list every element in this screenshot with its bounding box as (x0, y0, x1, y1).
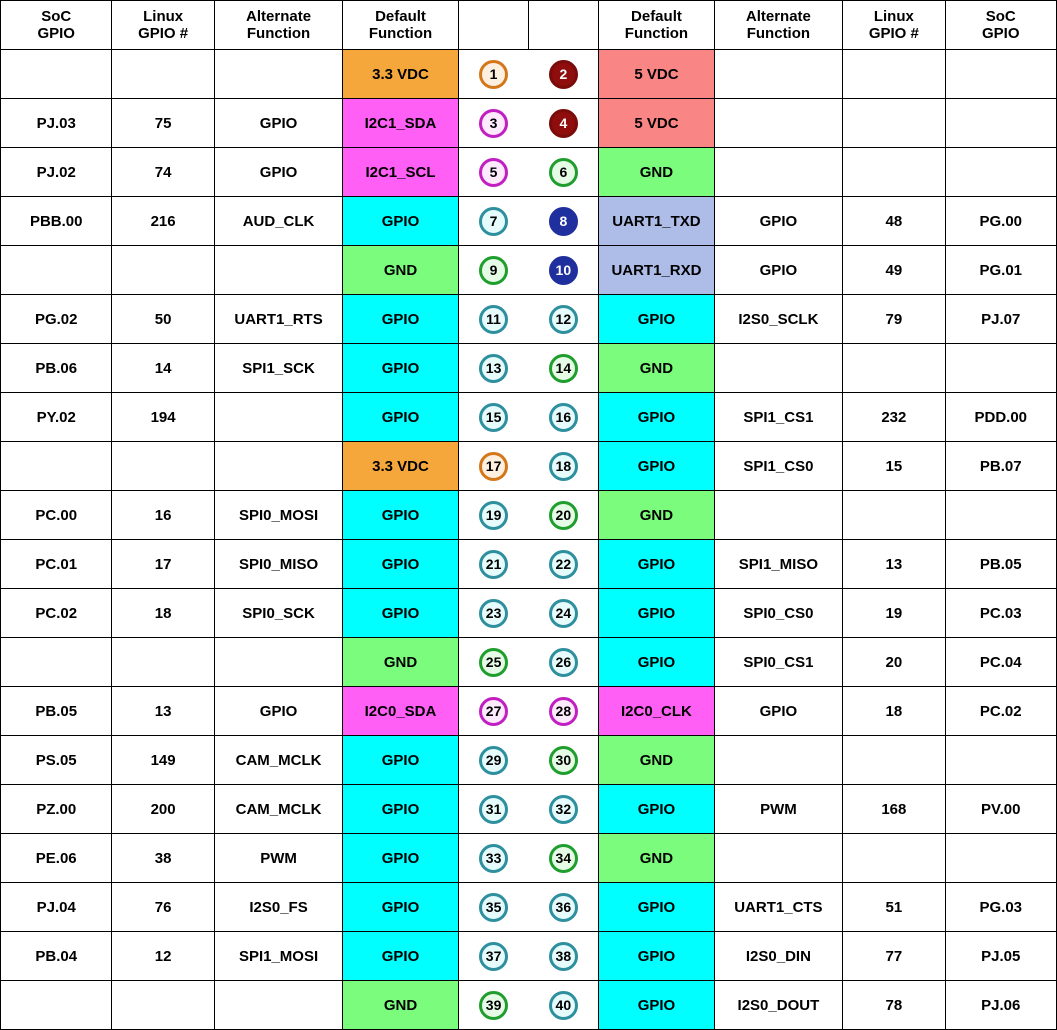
cell-linux-gpio-right: 168 (843, 785, 945, 834)
cell-soc-gpio-left: PC.02 (1, 589, 112, 638)
table-row (1, 883, 1057, 932)
pin-bubble-icon: 28 (549, 697, 578, 726)
pin-number-left[interactable] (458, 540, 528, 589)
pin-bubble-icon: 9 (479, 256, 508, 285)
pin-bubble-icon: 39 (479, 991, 508, 1020)
cell-soc-gpio-right (945, 148, 1056, 197)
cell-alternate-function-left (214, 442, 342, 491)
cell-linux-gpio-right: 77 (843, 932, 945, 981)
cell-alternate-function-right (714, 344, 842, 393)
cell-soc-gpio-right: PG.00 (945, 197, 1056, 246)
pin-bubble-icon: 34 (549, 844, 578, 873)
cell-linux-gpio-right: 49 (843, 246, 945, 295)
cell-alternate-function-right: SPI0_CS0 (714, 589, 842, 638)
cell-alternate-function-right (714, 99, 842, 148)
cell-linux-gpio-left (112, 981, 214, 1030)
pin-bubble-icon: 6 (549, 158, 578, 187)
header-line-1: Alternate (745, 7, 811, 25)
cell-soc-gpio-left: PB.04 (1, 932, 112, 981)
cell-linux-gpio-right (843, 736, 945, 785)
pin-number-left[interactable] (458, 491, 528, 540)
cell-default-function-right: GPIO (599, 442, 714, 491)
cell-soc-gpio-right: PB.07 (945, 442, 1056, 491)
cell-default-function-left: GPIO (343, 540, 458, 589)
cell-soc-gpio-right (945, 344, 1056, 393)
pin-bubble-icon: 22 (549, 550, 578, 579)
cell-default-function-right: GND (599, 736, 714, 785)
pin-number-right[interactable] (528, 687, 598, 736)
cell-alternate-function-right (714, 834, 842, 883)
header-line-2: Function (246, 25, 311, 42)
header-line-1: Default (631, 7, 682, 25)
cell-default-function-right: I2C0_CLK (599, 687, 714, 736)
pin-number-right[interactable] (528, 491, 598, 540)
pin-bubble-icon: 10 (549, 256, 578, 285)
cell-alternate-function-left: SPI1_SCK (214, 344, 342, 393)
cell-alternate-function-left (214, 393, 342, 442)
pin-number-left[interactable] (458, 589, 528, 638)
cell-alternate-function-right: GPIO (714, 687, 842, 736)
cell-linux-gpio-left: 50 (112, 295, 214, 344)
table-header (1, 1, 1057, 50)
header-line-2: GPIO (37, 25, 75, 42)
cell-default-function-left: GPIO (343, 883, 458, 932)
cell-soc-gpio-right (945, 834, 1056, 883)
cell-soc-gpio-right: PB.05 (945, 540, 1056, 589)
table-row (1, 393, 1057, 442)
cell-alternate-function-right: SPI1_CS0 (714, 442, 842, 491)
cell-default-function-right: GND (599, 491, 714, 540)
cell-soc-gpio-left: PE.06 (1, 834, 112, 883)
cell-alternate-function-left: PWM (214, 834, 342, 883)
cell-alternate-function-right (714, 50, 842, 99)
pin-bubble-icon: 2 (549, 60, 578, 89)
header-line-2: GPIO # (868, 25, 919, 42)
pin-number-right[interactable] (528, 148, 598, 197)
cell-soc-gpio-left: PG.02 (1, 295, 112, 344)
cell-soc-gpio-left: PY.02 (1, 393, 112, 442)
pin-bubble-icon: 14 (549, 354, 578, 383)
cell-alternate-function-left: GPIO (214, 148, 342, 197)
cell-default-function-left: GPIO (343, 491, 458, 540)
cell-default-function-right: GPIO (599, 540, 714, 589)
cell-default-function-right: UART1_TXD (599, 197, 714, 246)
cell-linux-gpio-left: 76 (112, 883, 214, 932)
header-line-1: Alternate (246, 7, 312, 25)
pin-number-right[interactable] (528, 736, 598, 785)
cell-alternate-function-left: SPI1_MOSI (214, 932, 342, 981)
cell-default-function-right: 5 VDC (599, 99, 714, 148)
pin-number-left[interactable] (458, 393, 528, 442)
cell-default-function-left: GND (343, 638, 458, 687)
cell-soc-gpio-right: PG.03 (945, 883, 1056, 932)
cell-linux-gpio-right: 79 (843, 295, 945, 344)
pin-number-left[interactable] (458, 442, 528, 491)
cell-alternate-function-right: UART1_CTS (714, 883, 842, 932)
cell-linux-gpio-right: 51 (843, 883, 945, 932)
header-pin-right (528, 1, 598, 50)
table-row (1, 99, 1057, 148)
cell-default-function-left: GPIO (343, 344, 458, 393)
cell-default-function-right: GPIO (599, 638, 714, 687)
cell-default-function-right: GND (599, 148, 714, 197)
header-line-2: GPIO # (138, 25, 189, 42)
cell-soc-gpio-right: PC.02 (945, 687, 1056, 736)
header-line-2: Function (368, 25, 433, 42)
cell-soc-gpio-left: PS.05 (1, 736, 112, 785)
pin-number-right[interactable] (528, 932, 598, 981)
pin-bubble-icon: 29 (479, 746, 508, 775)
header-alternate-function-left (214, 1, 342, 50)
cell-linux-gpio-right (843, 99, 945, 148)
cell-linux-gpio-left: 14 (112, 344, 214, 393)
cell-alternate-function-right: GPIO (714, 197, 842, 246)
cell-linux-gpio-left: 17 (112, 540, 214, 589)
pin-bubble-icon: 4 (549, 109, 578, 138)
pin-bubble-icon: 15 (479, 403, 508, 432)
pin-bubble-icon: 23 (479, 599, 508, 628)
cell-alternate-function-right: SPI1_MISO (714, 540, 842, 589)
pin-bubble-icon: 27 (479, 697, 508, 726)
table-row (1, 736, 1057, 785)
cell-alternate-function-left (214, 246, 342, 295)
cell-linux-gpio-left: 216 (112, 197, 214, 246)
pin-number-left[interactable] (458, 638, 528, 687)
pin-number-right[interactable] (528, 393, 598, 442)
cell-linux-gpio-right: 15 (843, 442, 945, 491)
cell-linux-gpio-right (843, 491, 945, 540)
pin-bubble-icon: 36 (549, 893, 578, 922)
header-line-1: SoC (985, 7, 1016, 25)
pin-number-left[interactable] (458, 246, 528, 295)
cell-linux-gpio-right: 20 (843, 638, 945, 687)
cell-soc-gpio-left: PB.06 (1, 344, 112, 393)
cell-alternate-function-right (714, 736, 842, 785)
cell-alternate-function-left: AUD_CLK (214, 197, 342, 246)
cell-soc-gpio-left: PB.05 (1, 687, 112, 736)
cell-default-function-right: 5 VDC (599, 50, 714, 99)
cell-soc-gpio-right: PG.01 (945, 246, 1056, 295)
cell-default-function-left: 3.3 VDC (343, 442, 458, 491)
pin-bubble-icon: 1 (479, 60, 508, 89)
cell-linux-gpio-left: 12 (112, 932, 214, 981)
pin-bubble-icon: 33 (479, 844, 508, 873)
cell-alternate-function-left: CAM_MCLK (214, 736, 342, 785)
cell-linux-gpio-right: 18 (843, 687, 945, 736)
header-line-1: Linux (873, 7, 914, 25)
pin-number-left[interactable] (458, 932, 528, 981)
cell-alternate-function-left (214, 50, 342, 99)
cell-soc-gpio-left (1, 638, 112, 687)
cell-soc-gpio-right: PDD.00 (945, 393, 1056, 442)
pin-number-right[interactable] (528, 344, 598, 393)
header-line-2: Function (746, 25, 811, 42)
cell-linux-gpio-right (843, 148, 945, 197)
pin-number-left[interactable] (458, 99, 528, 148)
pin-bubble-icon: 32 (549, 795, 578, 824)
cell-default-function-right: GPIO (599, 883, 714, 932)
cell-soc-gpio-right (945, 99, 1056, 148)
table-row (1, 785, 1057, 834)
table-row (1, 344, 1057, 393)
table-body (1, 50, 1057, 1030)
pin-number-left[interactable] (458, 295, 528, 344)
pin-bubble-icon: 31 (479, 795, 508, 824)
pin-bubble-icon: 13 (479, 354, 508, 383)
cell-soc-gpio-left: PJ.02 (1, 148, 112, 197)
cell-alternate-function-right: PWM (714, 785, 842, 834)
cell-default-function-left: GPIO (343, 197, 458, 246)
cell-linux-gpio-left: 149 (112, 736, 214, 785)
cell-linux-gpio-left: 38 (112, 834, 214, 883)
header-line-2: GPIO (982, 25, 1020, 42)
cell-linux-gpio-left: 18 (112, 589, 214, 638)
cell-default-function-right: GPIO (599, 393, 714, 442)
cell-default-function-left: GPIO (343, 834, 458, 883)
cell-linux-gpio-left: 194 (112, 393, 214, 442)
cell-soc-gpio-left (1, 981, 112, 1030)
cell-default-function-left: I2C0_SDA (343, 687, 458, 736)
pin-bubble-icon: 30 (549, 746, 578, 775)
header-alternate-function-right (714, 1, 842, 50)
cell-linux-gpio-right (843, 834, 945, 883)
cell-alternate-function-left: SPI0_SCK (214, 589, 342, 638)
cell-soc-gpio-left (1, 246, 112, 295)
header-row (1, 1, 1057, 50)
cell-default-function-right: GPIO (599, 589, 714, 638)
cell-default-function-left: GPIO (343, 295, 458, 344)
cell-soc-gpio-right: PC.04 (945, 638, 1056, 687)
pin-bubble-icon: 21 (479, 550, 508, 579)
cell-linux-gpio-left: 75 (112, 99, 214, 148)
table-row (1, 442, 1057, 491)
cell-default-function-left: GND (343, 981, 458, 1030)
cell-linux-gpio-right: 13 (843, 540, 945, 589)
pin-number-left[interactable] (458, 148, 528, 197)
cell-linux-gpio-right: 78 (843, 981, 945, 1030)
table-row (1, 148, 1057, 197)
pin-number-left[interactable] (458, 197, 528, 246)
cell-soc-gpio-right (945, 491, 1056, 540)
cell-linux-gpio-right: 232 (843, 393, 945, 442)
cell-linux-gpio-left: 74 (112, 148, 214, 197)
cell-alternate-function-right (714, 491, 842, 540)
cell-alternate-function-right: I2S0_DIN (714, 932, 842, 981)
cell-linux-gpio-right (843, 50, 945, 99)
cell-soc-gpio-right (945, 736, 1056, 785)
table-row (1, 50, 1057, 99)
cell-linux-gpio-right: 19 (843, 589, 945, 638)
cell-default-function-right: GPIO (599, 981, 714, 1030)
cell-default-function-left: GPIO (343, 589, 458, 638)
pin-number-left[interactable] (458, 736, 528, 785)
table-row (1, 981, 1057, 1030)
cell-soc-gpio-right: PJ.06 (945, 981, 1056, 1030)
pin-bubble-icon: 8 (549, 207, 578, 236)
pin-bubble-icon: 24 (549, 599, 578, 628)
cell-soc-gpio-left: PBB.00 (1, 197, 112, 246)
cell-default-function-right: GND (599, 344, 714, 393)
cell-alternate-function-right: I2S0_SCLK (714, 295, 842, 344)
table-row (1, 246, 1057, 295)
header-soc-gpio-right (945, 1, 1056, 50)
pin-number-left[interactable] (458, 687, 528, 736)
cell-alternate-function-left (214, 638, 342, 687)
cell-default-function-left: GPIO (343, 785, 458, 834)
cell-alternate-function-right: GPIO (714, 246, 842, 295)
cell-linux-gpio-left (112, 50, 214, 99)
cell-default-function-right: GPIO (599, 295, 714, 344)
pin-number-right[interactable] (528, 589, 598, 638)
cell-alternate-function-right: SPI1_CS1 (714, 393, 842, 442)
pin-number-right[interactable] (528, 883, 598, 932)
cell-soc-gpio-right: PJ.07 (945, 295, 1056, 344)
cell-linux-gpio-left (112, 246, 214, 295)
pin-number-right[interactable] (528, 50, 598, 99)
table-row (1, 932, 1057, 981)
cell-alternate-function-right: I2S0_DOUT (714, 981, 842, 1030)
pin-bubble-icon: 25 (479, 648, 508, 677)
pin-number-left[interactable] (458, 981, 528, 1030)
cell-default-function-right: GPIO (599, 932, 714, 981)
cell-default-function-right: UART1_RXD (599, 246, 714, 295)
pin-bubble-icon: 17 (479, 452, 508, 481)
cell-linux-gpio-left (112, 638, 214, 687)
cell-alternate-function-right (714, 148, 842, 197)
cell-soc-gpio-left: PJ.03 (1, 99, 112, 148)
cell-soc-gpio-left (1, 50, 112, 99)
cell-default-function-left: GPIO (343, 932, 458, 981)
pin-bubble-icon: 38 (549, 942, 578, 971)
pin-number-left[interactable] (458, 344, 528, 393)
pin-bubble-icon: 18 (549, 452, 578, 481)
cell-soc-gpio-right: PC.03 (945, 589, 1056, 638)
pin-number-right[interactable] (528, 638, 598, 687)
cell-linux-gpio-left: 16 (112, 491, 214, 540)
pin-bubble-icon: 26 (549, 648, 578, 677)
pin-bubble-icon: 16 (549, 403, 578, 432)
pin-number-left[interactable] (458, 50, 528, 99)
pin-number-right[interactable] (528, 442, 598, 491)
pin-bubble-icon: 40 (549, 991, 578, 1020)
cell-linux-gpio-right (843, 344, 945, 393)
table-row (1, 638, 1057, 687)
cell-soc-gpio-left: PJ.04 (1, 883, 112, 932)
cell-alternate-function-left: GPIO (214, 687, 342, 736)
cell-linux-gpio-left (112, 442, 214, 491)
cell-soc-gpio-left: PC.01 (1, 540, 112, 589)
pin-number-right[interactable] (528, 99, 598, 148)
pin-bubble-icon: 11 (479, 305, 508, 334)
pin-bubble-icon: 7 (479, 207, 508, 236)
pin-number-right[interactable] (528, 981, 598, 1030)
cell-linux-gpio-left: 13 (112, 687, 214, 736)
pin-number-right[interactable] (528, 540, 598, 589)
pin-number-right[interactable] (528, 834, 598, 883)
header-linux-gpio-left (112, 1, 214, 50)
cell-linux-gpio-right: 48 (843, 197, 945, 246)
table-row (1, 834, 1057, 883)
cell-soc-gpio-left: PC.00 (1, 491, 112, 540)
cell-default-function-left: GPIO (343, 736, 458, 785)
cell-alternate-function-left: SPI0_MISO (214, 540, 342, 589)
cell-alternate-function-left: CAM_MCLK (214, 785, 342, 834)
cell-default-function-left: GPIO (343, 393, 458, 442)
table-row (1, 197, 1057, 246)
pin-number-left[interactable] (458, 834, 528, 883)
table-row (1, 295, 1057, 344)
cell-linux-gpio-left: 200 (112, 785, 214, 834)
cell-default-function-left: I2C1_SCL (343, 148, 458, 197)
cell-alternate-function-right: SPI0_CS1 (714, 638, 842, 687)
pin-bubble-icon: 5 (479, 158, 508, 187)
cell-default-function-right: GPIO (599, 785, 714, 834)
pin-bubble-icon: 35 (479, 893, 508, 922)
pin-number-right[interactable] (528, 246, 598, 295)
header-pin-left (458, 1, 528, 50)
header-line-1: SoC (41, 7, 72, 25)
header-line-2: Function (624, 25, 689, 42)
header-line-1: Linux (143, 7, 184, 25)
cell-default-function-right: GND (599, 834, 714, 883)
cell-default-function-left: GND (343, 246, 458, 295)
pin-number-right[interactable] (528, 197, 598, 246)
header-soc-gpio-left (1, 1, 112, 50)
cell-soc-gpio-right: PJ.05 (945, 932, 1056, 981)
pin-bubble-icon: 19 (479, 501, 508, 530)
cell-soc-gpio-right (945, 50, 1056, 99)
header-line-1: Default (375, 7, 426, 25)
pin-bubble-icon: 37 (479, 942, 508, 971)
cell-default-function-left: I2C1_SDA (343, 99, 458, 148)
pin-number-left[interactable] (458, 785, 528, 834)
cell-alternate-function-left: I2S0_FS (214, 883, 342, 932)
table-row (1, 589, 1057, 638)
cell-soc-gpio-right: PV.00 (945, 785, 1056, 834)
pin-number-right[interactable] (528, 785, 598, 834)
cell-default-function-left: 3.3 VDC (343, 50, 458, 99)
pin-bubble-icon: 3 (479, 109, 508, 138)
cell-alternate-function-left: UART1_RTS (214, 295, 342, 344)
pin-number-left[interactable] (458, 883, 528, 932)
pin-bubble-icon: 20 (549, 501, 578, 530)
header-default-function-left (343, 1, 458, 50)
table-row (1, 687, 1057, 736)
cell-alternate-function-left: SPI0_MOSI (214, 491, 342, 540)
cell-soc-gpio-left: PZ.00 (1, 785, 112, 834)
header-linux-gpio-right (843, 1, 945, 50)
table-row (1, 540, 1057, 589)
cell-soc-gpio-left (1, 442, 112, 491)
pin-number-right[interactable] (528, 295, 598, 344)
table-row (1, 491, 1057, 540)
pin-bubble-icon: 12 (549, 305, 578, 334)
header-default-function-right (599, 1, 714, 50)
cell-alternate-function-left: GPIO (214, 99, 342, 148)
cell-alternate-function-left (214, 981, 342, 1030)
